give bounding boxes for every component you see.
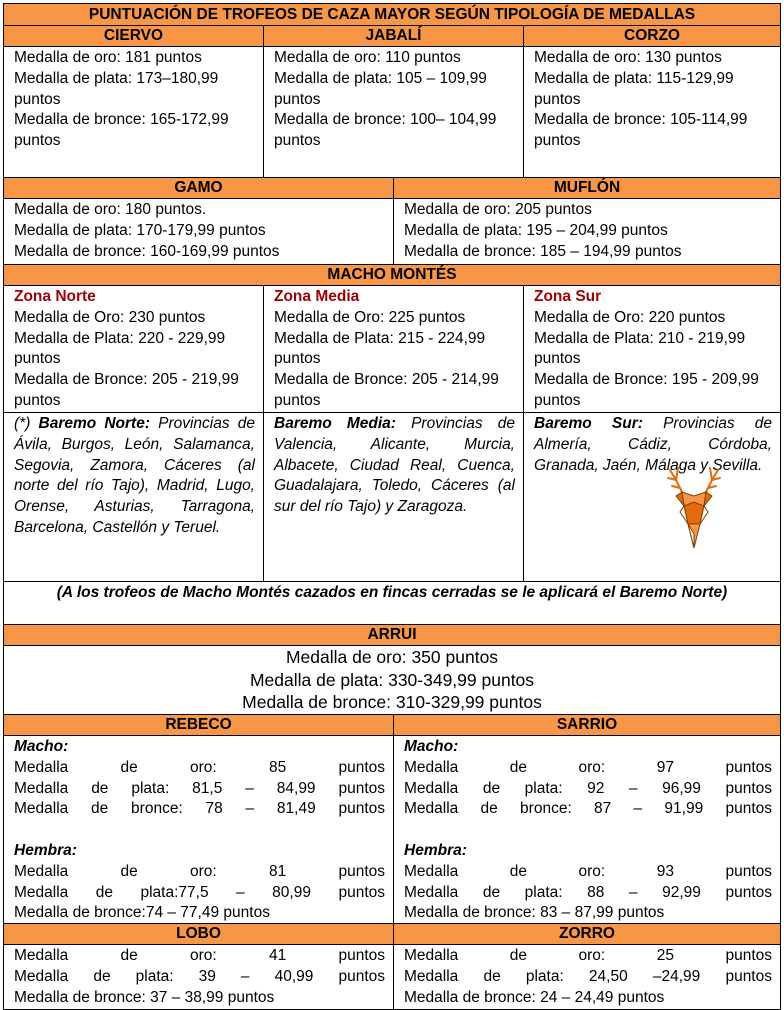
note-norte-label: Baremo Norte: <box>38 415 150 432</box>
cell-jabali <box>264 47 524 178</box>
sarrio-hembra-label: Hembra: <box>404 841 467 859</box>
header-muflon: MUFLÓN <box>394 178 781 199</box>
gamo-plata: Medalla de plata: 170-179,99 puntos <box>14 221 266 239</box>
header-lobo: LOBO <box>3 924 394 945</box>
sur-plata: Medalla de Plata: 210 - 219,99 puntos <box>534 329 746 368</box>
note-baremo-sur <box>524 413 781 582</box>
table-title: PUNTUACIÓN DE TROFEOS DE CAZA MAYOR SEGÚN TIPOLOGÍA DE MEDALLAS <box>3 3 781 26</box>
ciervo-plata: Medalla de plata: 173–180,99 puntos <box>14 69 219 108</box>
header-jabali: JABALÍ <box>264 26 524 47</box>
norte-plata: Medalla de Plata: 220 - 229,99 puntos <box>14 329 226 368</box>
cell-zona-sur <box>524 286 781 413</box>
zorro-oro: Medalla de oro: 25 puntos <box>404 947 772 964</box>
gamo-bronce: Medalla de bronce: 160-169,99 puntos <box>14 242 280 260</box>
norte-oro: Medalla de Oro: 230 puntos <box>14 308 206 326</box>
gamo-oro: Medalla de oro: 180 puntos. <box>14 201 207 218</box>
jabali-oro: Medalla de oro: 110 puntos <box>274 49 461 66</box>
macho-footnote: (A los trofeos de Macho Montés cazados en fincas cerradas se le aplicará el Baremo Norte) <box>3 582 781 625</box>
lobo-plata: Medalla de plata: 39 – 40,99 puntos <box>14 967 385 985</box>
cell-sarrio <box>394 736 781 924</box>
note-baremo-norte <box>3 413 264 582</box>
header-gamo: GAMO <box>3 178 394 199</box>
sarrio-macho-label: Macho: <box>404 738 459 755</box>
norte-bronce: Medalla de Bronce: 205 - 219,99 puntos <box>14 371 239 409</box>
deer-head-icon <box>664 462 724 552</box>
rebeco-hembra-plata: Medalla de plata:77,5 – 80,99 puntos <box>14 883 385 901</box>
zona-sur-label: Zona Sur <box>534 288 602 305</box>
cell-ciervo <box>3 47 264 178</box>
cell-lobo <box>3 945 394 1010</box>
media-oro: Medalla de Oro: 225 puntos <box>274 308 466 326</box>
zorro-bronce: Medalla de bronce: 24 – 24,49 puntos <box>404 988 665 1006</box>
media-bronce: Medalla de Bronce: 205 - 214,99 puntos <box>274 371 499 409</box>
muflon-plata: Medalla de plata: 195 – 204,99 puntos <box>404 221 668 239</box>
jabali-bronce: Medalla de bronce: 100– 104,99 puntos <box>274 111 497 150</box>
cell-muflon <box>394 199 781 265</box>
sur-oro: Medalla de Oro: 220 puntos <box>534 308 726 326</box>
ciervo-bronce: Medalla de bronce: 165-172,99 puntos <box>14 111 229 150</box>
sarrio-hembra-plata: Medalla de plata: 88 – 92,99 puntos <box>404 883 772 901</box>
corzo-oro: Medalla de oro: 130 puntos <box>534 49 722 66</box>
arrui-bronce: Medalla de bronce: 310-329,99 puntos <box>242 692 542 712</box>
corzo-plata: Medalla de plata: 115-129,99 puntos <box>534 69 734 108</box>
cell-zona-media <box>264 286 524 413</box>
sarrio-hembra-oro: Medalla de oro: 93 puntos <box>404 862 772 880</box>
lobo-oro: Medalla de oro: 41 puntos <box>14 947 385 964</box>
header-zorro: ZORRO <box>394 924 781 945</box>
zona-norte-label: Zona Norte <box>14 288 96 305</box>
sarrio-hembra-bronce: Medalla de bronce: 83 – 87,99 puntos <box>404 904 665 922</box>
cell-corzo <box>524 47 781 178</box>
header-corzo: CORZO <box>524 26 781 47</box>
rebeco-macho-plata: Medalla de plata: 81,5 – 84,99 puntos <box>14 779 385 797</box>
header-macho-montes: MACHO MONTÉS <box>3 265 781 286</box>
sarrio-macho-plata: Medalla de plata: 92 – 96,99 puntos <box>404 779 772 797</box>
sarrio-macho-bronce: Medalla de bronce: 87 – 91,99 puntos <box>404 800 772 818</box>
corzo-bronce: Medalla de bronce: 105-114,99 puntos <box>534 111 748 150</box>
ciervo-oro: Medalla de oro: 181 puntos <box>14 49 202 66</box>
media-plata: Medalla de Plata: 215 - 224,99 puntos <box>274 329 486 368</box>
cell-arrui <box>3 646 781 715</box>
sarrio-macho-oro: Medalla de oro: 97 puntos <box>404 758 772 776</box>
lobo-bronce: Medalla de bronce: 37 – 38,99 puntos <box>14 988 275 1006</box>
rebeco-macho-label: Macho: <box>14 738 69 755</box>
note-media-text: Provincias de Valencia, Alicante, Murcia, Albacete, Ciudad Real, Cuenca, Guadalajara, Toledo, Cáceres (al sur del río Tajo) y Zaragoza. <box>274 415 515 516</box>
note-sur-label: Baremo Sur: <box>534 415 643 432</box>
note-baremo-media <box>264 413 524 582</box>
rebeco-macho-oro: Medalla de oro: 85 puntos <box>14 758 385 776</box>
cell-zona-norte <box>3 286 264 413</box>
header-arrui: ARRUI <box>3 625 781 646</box>
sur-bronce: Medalla de Bronce: 195 - 209,99 puntos <box>534 371 759 409</box>
zorro-plata: Medalla de plata: 24,50 –24,99 puntos <box>404 967 772 985</box>
header-sarrio: SARRIO <box>394 715 781 736</box>
note-norte-prefix: (*) <box>14 415 39 432</box>
cell-gamo <box>3 199 394 265</box>
cell-zorro <box>394 945 781 1010</box>
muflon-oro: Medalla de oro: 205 puntos <box>404 201 592 218</box>
rebeco-hembra-bronce: Medalla de bronce:74 – 77,49 puntos <box>14 904 270 922</box>
header-ciervo: CIERVO <box>3 26 264 47</box>
zona-media-label: Zona Media <box>274 288 360 305</box>
rebeco-hembra-label: Hembra: <box>14 841 77 859</box>
cell-rebeco <box>3 736 394 924</box>
arrui-plata: Medalla de plata: 330-349,99 puntos <box>249 669 535 690</box>
muflon-bronce: Medalla de bronce: 185 – 194,99 puntos <box>404 242 682 260</box>
note-media-label: Baremo Media: <box>274 415 396 432</box>
note-sur-text: Provincias de Almería, Cádiz, Córdoba, Granada, Jaén, Málaga y Sevilla. <box>534 415 772 474</box>
rebeco-hembra-oro: Medalla de oro: 81 puntos <box>14 862 385 880</box>
rebeco-macho-bronce: Medalla de bronce: 78 – 81,49 puntos <box>14 800 385 818</box>
header-rebeco: REBECO <box>3 715 394 736</box>
arrui-oro: Medalla de oro: 350 puntos <box>285 647 499 667</box>
note-norte-text: Provincias de Ávila, Burgos, León, Salamanca, Segovia, Zamora, Cáceres (al norte del río Tajo), Madrid, Lugo, Orense, Asturias, Tarragona, Barcelona, Castellón y Teruel. <box>14 415 255 536</box>
jabali-plata: Medalla de plata: 105 – 109,99 puntos <box>274 69 487 108</box>
